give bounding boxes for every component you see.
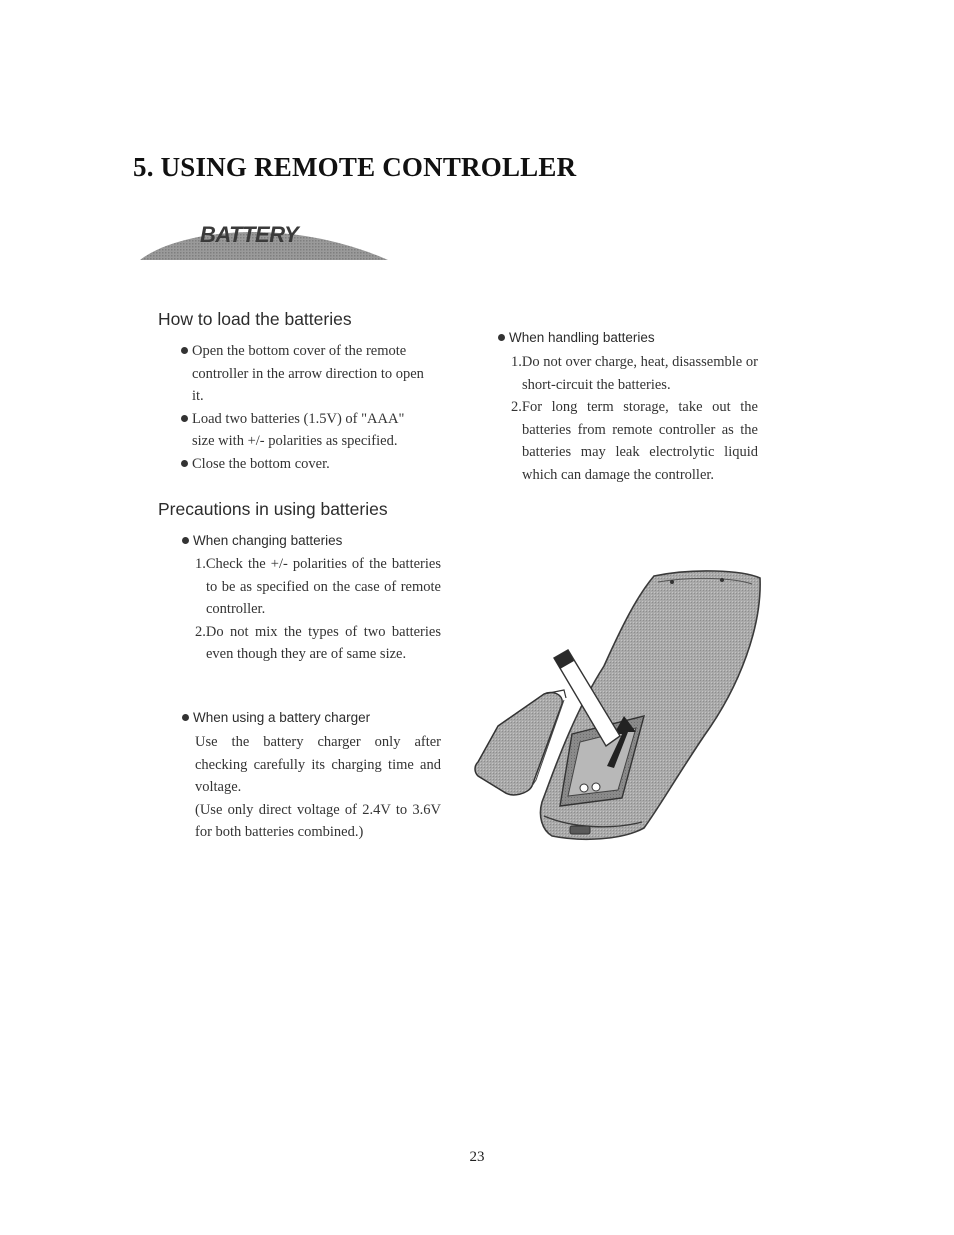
load-bullets	[181, 340, 429, 476]
load-heading-rest: w to load the batteries	[180, 309, 352, 329]
changing-batteries-list	[195, 553, 441, 666]
handling-item-2: 2.For long term storage, take out the batteries from remote controller as the batteries may leak electrolytic liquid which can damage the controller.	[511, 399, 758, 483]
load-bullet-3: Close the bottom cover.	[181, 453, 429, 476]
bullet-icon	[181, 347, 188, 354]
bullet-icon	[181, 415, 188, 422]
battery-banner-label: BATTERY	[200, 222, 299, 247]
charger-text	[195, 731, 441, 844]
bullet-icon	[498, 334, 505, 341]
bullet-icon	[182, 714, 189, 721]
charger-heading: When using a battery charger	[182, 710, 370, 725]
precautions-heading-initial: Pre	[158, 499, 186, 519]
page-title: 5. USING REMOTE CONTROLLER	[133, 152, 577, 182]
changing-item-1: 1.Check the +/- polarities of the batteries to be as specified on the case of remote controller.	[195, 556, 441, 618]
load-bullet-2: Load two batteries (1.5V) of "AAA" size with +/- polarities as specified.	[181, 408, 429, 453]
charger-note: (Use only direct voltage of 2.4V to 3.6V for both batteries combined.)	[195, 801, 441, 841]
bullet-icon	[181, 460, 188, 467]
handling-item-1: 1.Do not over charge, heat, disassemble or short-circuit the batteries.	[511, 354, 758, 393]
precautions-heading	[158, 499, 388, 520]
remote-battery-illustration-icon	[472, 566, 764, 844]
changing-batteries-heading: When changing batteries	[182, 533, 342, 548]
changing-item-2: 2.Do not mix the types of two batteries even though they are of same size.	[195, 623, 441, 663]
load-batteries-heading	[158, 309, 352, 330]
bullet-icon	[182, 537, 189, 544]
handling-heading: When handling batteries	[498, 330, 655, 345]
page-number: 23	[469, 1149, 485, 1165]
load-bullet-1: Open the bottom cover of the remote controller in the arrow direction to open it.	[181, 340, 429, 408]
handling-list	[511, 351, 758, 487]
charger-paragraph: Use the battery charger only after checking carefully its charging time and voltage.	[195, 734, 441, 796]
precautions-heading-rest: cautions in using batteries	[185, 499, 388, 519]
load-heading-initial: Ho	[158, 309, 181, 329]
